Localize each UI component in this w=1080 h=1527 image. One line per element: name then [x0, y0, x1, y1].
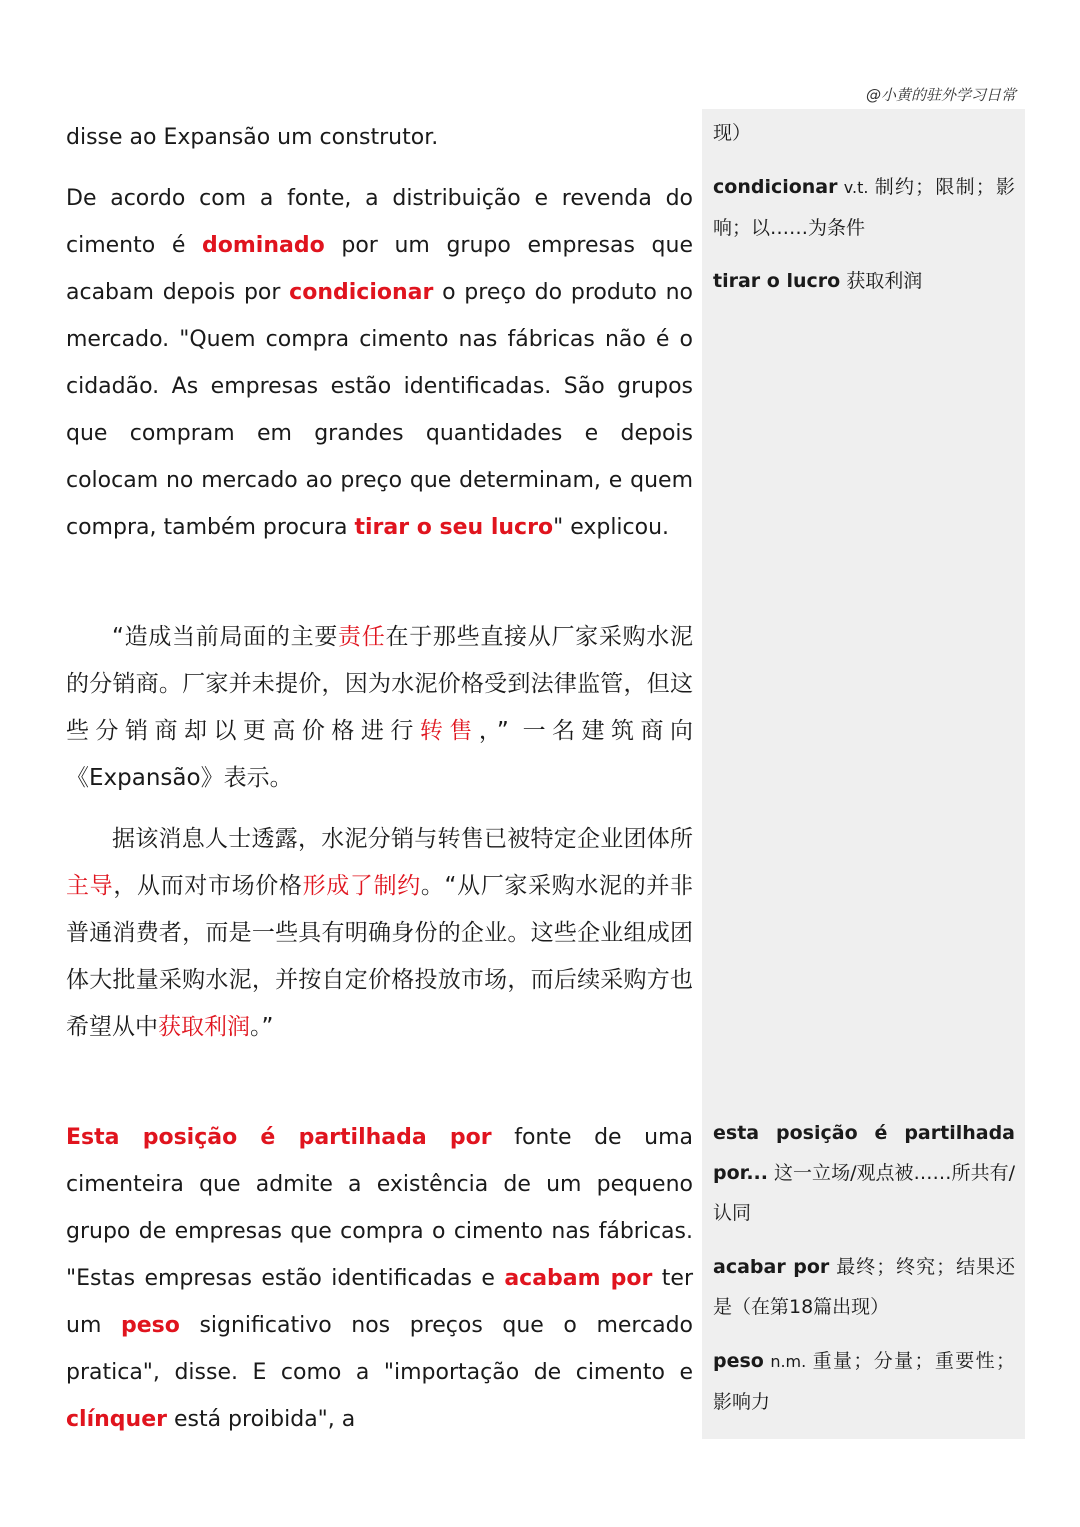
vocab-esta-posicao: esta posição é partilhada por... 这一立场/观点被……所共有/认同 — [713, 1122, 1015, 1224]
paragraph-4-translation: 据该消息人士透露，水泥分销与转售已被特定企业团体所主导，从而对市场价格形成了制约。“从厂家采购水泥的并非普通消费者，而是一些具有明确身份的企业。这些企业组成团体大批量采购水泥，并按自定价格投放市场，而后续采购方也希望从中获取利润。” — [66, 826, 694, 1040]
highlight-tirar-o-seu-lucro: tirar o seu lucro — [354, 515, 554, 540]
vocab-acabar-por: acabar por 最终；终究；结果还是（在第18篇出现） — [713, 1256, 1015, 1318]
highlight-clinquer: clínquer — [66, 1407, 167, 1432]
highlight-zhuanshou: 转售 — [419, 718, 479, 744]
paragraph-3-translation: “造成当前局面的主要责任在于那些直接从厂家采购水泥的分销商。厂家并未提价，因为水泥价格受到法律监管，但这些分销商却以更高价格进行转售，” 一名建筑商向《Expansão》表示。 — [66, 624, 694, 791]
vocab-continuation: 现） — [713, 122, 752, 144]
vocab-peso: peso n.m. 重量；分量；重要性；影响力 — [713, 1350, 1015, 1413]
watermark: @小黄的驻外学习日常 — [865, 86, 1016, 104]
highlight-zeren: 责任 — [338, 624, 386, 650]
highlight-dominado: dominado — [202, 233, 325, 258]
paragraph-5: Esta posição é partilhada por fonte de uma cimenteira que admite a existência de um pequeno grupo de empresas que compra o cimento nas fábricas. "Estas empresas estão identificadas e acabam por ter um peso significativo nos preços que o mercado pratica", disse. E como a "importação de cimento e clínquer está proibida", a — [66, 1125, 694, 1432]
vocab-tirar-o-lucro: tirar o lucro 获取利润 — [713, 270, 923, 292]
vocabulary-sidebar — [702, 109, 1025, 1439]
highlight-xingchengzhiyue: 形成了制约 — [302, 873, 421, 899]
highlight-zhudao: 主导 — [66, 873, 114, 899]
paragraph-1: disse ao Expansão um construtor. — [66, 125, 439, 150]
paragraph-2: De acordo com a fonte, a distribuição e revenda do cimento é dominado por um grupo empresas que acabam depois por condicionar o preço do produto no mercado. "Quem compra cimento nas fábricas não é o cidadão. As empresas estão identificadas. São grupos que compram em grandes quantidades e depois colocam no mercado ao preço que determinam, e quem compra, também procura tirar o seu lucro" explicou. — [66, 186, 693, 540]
highlight-acabam-por: acabam por — [504, 1266, 653, 1291]
highlight-huoqulirun: 获取利润 — [158, 1014, 250, 1040]
highlight-peso: peso — [120, 1313, 180, 1338]
highlight-esta-posicao: Esta posição é partilhada por — [66, 1125, 492, 1150]
highlight-condicionar: condicionar — [289, 280, 434, 305]
vocab-condicionar: condicionar v.t. 制约；限制；影响；以……为条件 — [713, 176, 1015, 239]
